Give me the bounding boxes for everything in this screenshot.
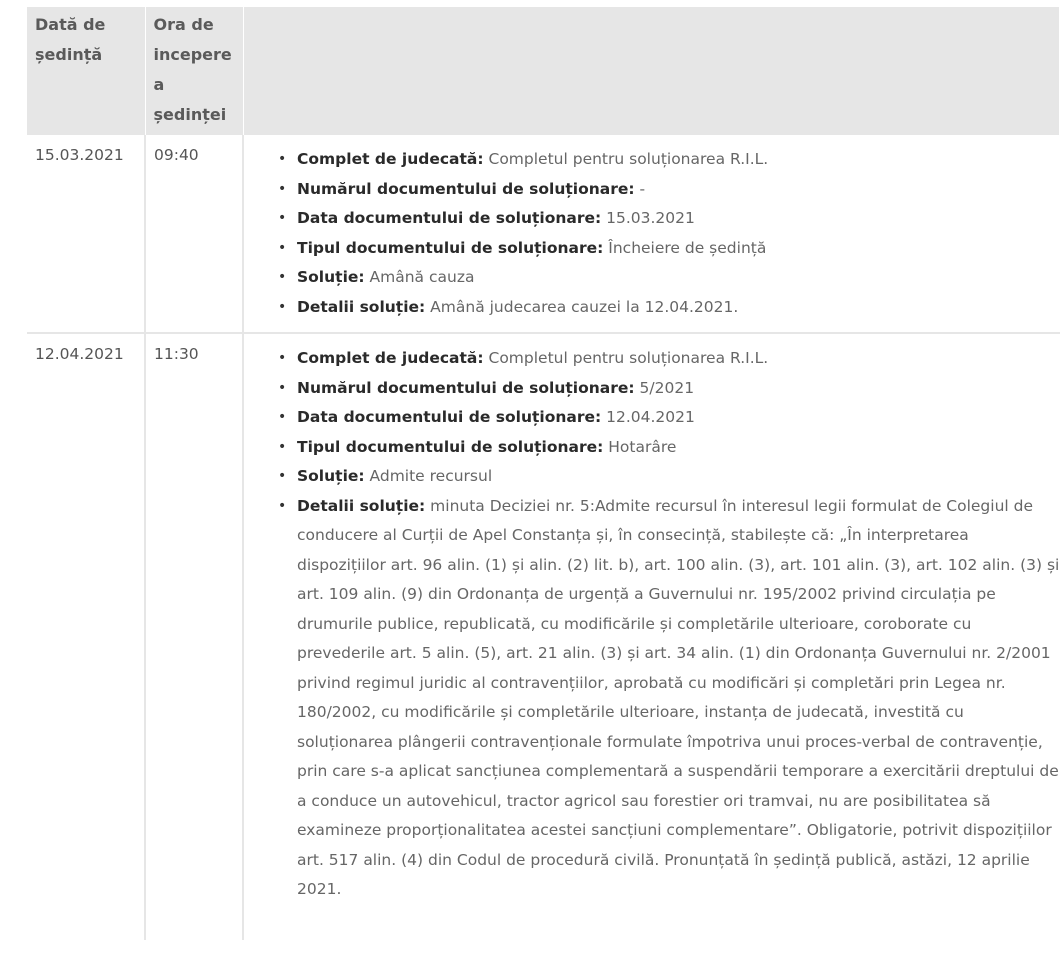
bullet-icon: • <box>278 180 287 197</box>
detail-value: 15.03.2021 <box>601 209 695 227</box>
bullet-icon: • <box>278 438 287 455</box>
detail-label: Data documentului de soluționare: <box>297 209 602 227</box>
detail-item-document-date <box>272 403 1060 433</box>
detail-item-document-type <box>272 234 1060 264</box>
detail-item-solution <box>272 462 1060 492</box>
court-sessions-table <box>27 7 1060 940</box>
bullet-icon: • <box>278 468 287 484</box>
detail-item-solution <box>272 263 1060 293</box>
detail-label: Complet de judecată: <box>297 150 484 168</box>
bullet-icon: • <box>278 379 287 396</box>
table-header <box>27 7 1060 135</box>
session-time-cell: 11:30 <box>145 333 243 940</box>
detail-value: 12.04.2021 <box>601 408 695 426</box>
table-body <box>27 135 1060 940</box>
bullet-icon: • <box>278 350 287 366</box>
detail-label: Complet de judecată: <box>297 349 484 367</box>
detail-value: Hotarâre <box>603 437 677 456</box>
detail-item-document-date <box>272 204 1060 234</box>
detail-value: Amână judecarea cauzei la 12.04.2021. <box>425 297 739 316</box>
session-date-cell: 15.03.2021 <box>27 135 145 333</box>
detail-item-panel <box>272 344 1060 374</box>
header-session-start-time: Ora de incepere a ședinței <box>145 7 243 135</box>
session-date-cell: 12.04.2021 <box>27 333 145 940</box>
detail-label: Soluție: <box>297 467 365 485</box>
bullet-icon: • <box>278 497 287 514</box>
detail-item-solution-details <box>272 293 1060 323</box>
detail-value: Admite recursul <box>364 467 493 485</box>
detail-value: - <box>634 179 646 198</box>
session-details-list <box>244 135 1060 328</box>
detail-value: Amână cauza <box>364 268 475 286</box>
header-details <box>243 7 1060 135</box>
detail-label: Numărul documentului de soluționare: <box>297 179 635 198</box>
detail-label: Soluție: <box>297 268 365 286</box>
detail-label: Tipul documentului de soluționare: <box>297 437 604 456</box>
header-row <box>27 7 1060 135</box>
header-session-date: Dată de ședință <box>27 7 145 135</box>
session-details-list <box>244 334 1060 911</box>
detail-item-document-number <box>272 175 1060 205</box>
bullet-icon: • <box>278 269 287 285</box>
detail-value: Completul pentru soluționarea R.I.L. <box>483 150 769 168</box>
detail-label: Detalii soluție: <box>297 496 426 515</box>
detail-value: Încheiere de ședință <box>603 238 767 257</box>
detail-item-document-type <box>272 433 1060 463</box>
detail-item-solution-details <box>272 492 1060 905</box>
detail-value: minuta Deciziei nr. 5:Admite recursul în interesul legii formulat de Colegiul de conducere al Curții de Apel Constanța și, în consecință, stabilește că: „În interpretarea dispozițiilor art. 96 alin. (1) și alin. (2) lit. b), art. 100 alin. (3), art. 101 alin. (3), art. 102 alin. (3) și art. 109 alin. (9) din Ordonanța de urgență a Guvernului nr. 195/2002 privind circulația pe drumurile publice, republicată, cu modificările și completările ulterioare, coroborate cu prevederile art. 5 alin. (5), art. 21 alin. (3) și art. 34 alin. (1) din Ordonanța Guvernului nr. 2/2001 privind regimul juridic al contravențiilor, aprobată cu modificări și completări prin Legea nr. 180/2002, cu modificările și completările ulterioare, instanța de judecată, investită cu soluționarea plângerii contravenționale formulate împotriva unui proces-verbal de contravenție, prin care s-a aplicat sancțiunea complementară a suspendării temporare a exercitării dreptului de a conduce un autovehicul, tractor agricol sau forestier ori tramvai, nu are posibilitatea să examineze proporționalitatea acestei sancțiuni complementare”. Obligatorie, potrivit dispozițiilor art. 517 alin. (4) din Codul de procedură civilă. Pronunțată în ședință publică, astăzi, 12 aprilie 2021. <box>297 496 1060 898</box>
bullet-icon: • <box>278 151 287 167</box>
bullet-icon: • <box>278 239 287 256</box>
detail-value: 5/2021 <box>634 378 695 397</box>
detail-label: Numărul documentului de soluționare: <box>297 378 635 397</box>
detail-label: Detalii soluție: <box>297 297 426 316</box>
session-details-cell <box>243 333 1060 940</box>
detail-item-panel <box>272 145 1060 175</box>
bullet-icon: • <box>278 298 287 315</box>
table-row <box>27 333 1060 940</box>
session-time-cell: 09:40 <box>145 135 243 333</box>
session-details-cell <box>243 135 1060 333</box>
bullet-icon: • <box>278 409 287 425</box>
detail-label: Data documentului de soluționare: <box>297 408 602 426</box>
table-row <box>27 135 1060 333</box>
detail-label: Tipul documentului de soluționare: <box>297 238 604 257</box>
bullet-icon: • <box>278 210 287 226</box>
detail-value: Completul pentru soluționarea R.I.L. <box>483 349 769 367</box>
detail-item-document-number <box>272 374 1060 404</box>
